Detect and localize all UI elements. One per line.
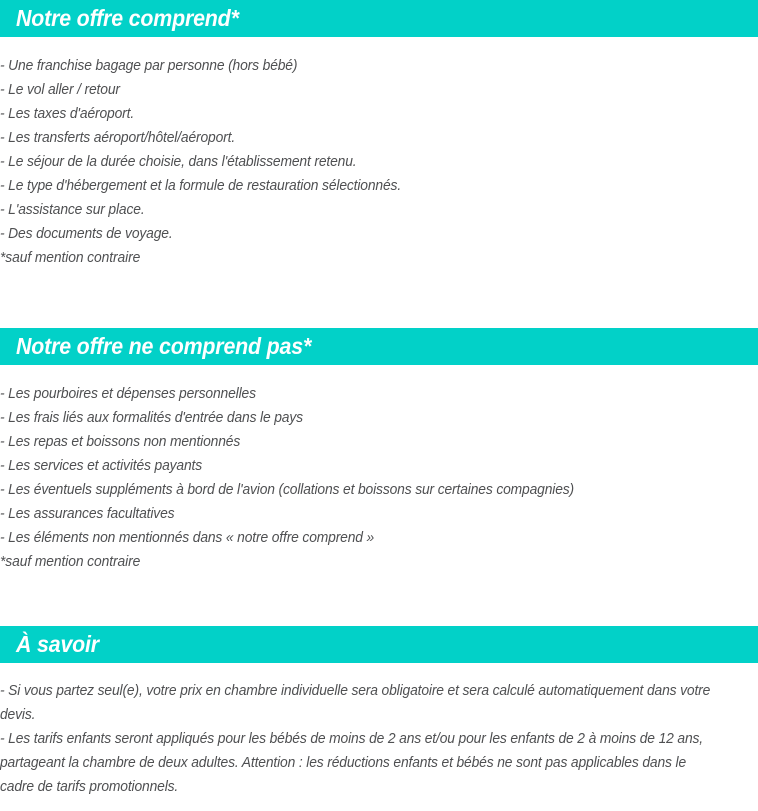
list-item: - Des documents de voyage. xyxy=(0,226,173,242)
list-item: - Les éventuels suppléments à bord de l'avion (collations et boissons sur certaines compagnies) xyxy=(0,482,575,498)
list-item: - Le séjour de la durée choisie, dans l'établissement retenu. xyxy=(0,154,357,170)
section-header-a-savoir xyxy=(0,626,758,663)
list-item: - Les frais liés aux formalités d'entrée dans le pays xyxy=(0,410,303,426)
included-list xyxy=(0,54,744,246)
info-paragraph: - Si vous partez seul(e), votre prix en chambre individuelle sera obligatoire et sera calculé automatiquement dans votre devis. xyxy=(0,683,711,723)
section-title: Notre offre ne comprend pas* xyxy=(16,333,312,359)
list-item: - Les assurances facultatives xyxy=(0,506,175,522)
list-item: - Les taxes d'aéroport. xyxy=(0,106,135,122)
list-item: - Le type d'hébergement et la formule de restauration sélectionnés. xyxy=(0,178,402,194)
section-body-offre-comprend xyxy=(0,54,758,270)
section-offre-ne-comprend-pas xyxy=(0,328,758,574)
list-item: - L'assistance sur place. xyxy=(0,202,145,218)
section-body-offre-ne-comprend-pas xyxy=(0,382,758,574)
spacer xyxy=(0,37,758,54)
spacer xyxy=(0,270,758,328)
list-item: - Le vol aller / retour xyxy=(0,82,120,98)
info-paragraph: - Les tarifs enfants seront appliqués pour les bébés de moins de 2 ans et/ou pour les enfants de 2 à moins de 12 ans, partageant la chambre de deux adultes. Attention : les réductions enfants et bébés ne sont pas applicables dans le cadre de tarifs promotionnels. xyxy=(0,731,703,795)
list-item: - Une franchise bagage par personne (hors bébé) xyxy=(0,58,298,74)
list-item: - Les éléments non mentionnés dans « notre offre comprend » xyxy=(0,530,375,546)
section-offre-comprend xyxy=(0,0,758,270)
section-header-offre-comprend xyxy=(0,0,758,37)
spacer xyxy=(0,574,758,626)
section-body-a-savoir xyxy=(0,679,758,799)
list-item: - Les repas et boissons non mentionnés xyxy=(0,434,241,450)
spacer xyxy=(0,663,758,679)
list-item: - Les transferts aéroport/hôtel/aéroport. xyxy=(0,130,236,146)
list-item: - Les services et activités payants xyxy=(0,458,203,474)
section-a-savoir xyxy=(0,626,758,799)
section-title: À savoir xyxy=(16,631,99,657)
section-header-offre-ne-comprend-pas xyxy=(0,328,758,365)
section-footnote: *sauf mention contraire xyxy=(0,250,141,266)
spacer xyxy=(0,365,758,382)
list-item: - Les pourboires et dépenses personnelles xyxy=(0,386,256,402)
section-title: Notre offre comprend* xyxy=(16,5,239,31)
excluded-list xyxy=(0,382,744,550)
section-footnote: *sauf mention contraire xyxy=(0,554,141,570)
